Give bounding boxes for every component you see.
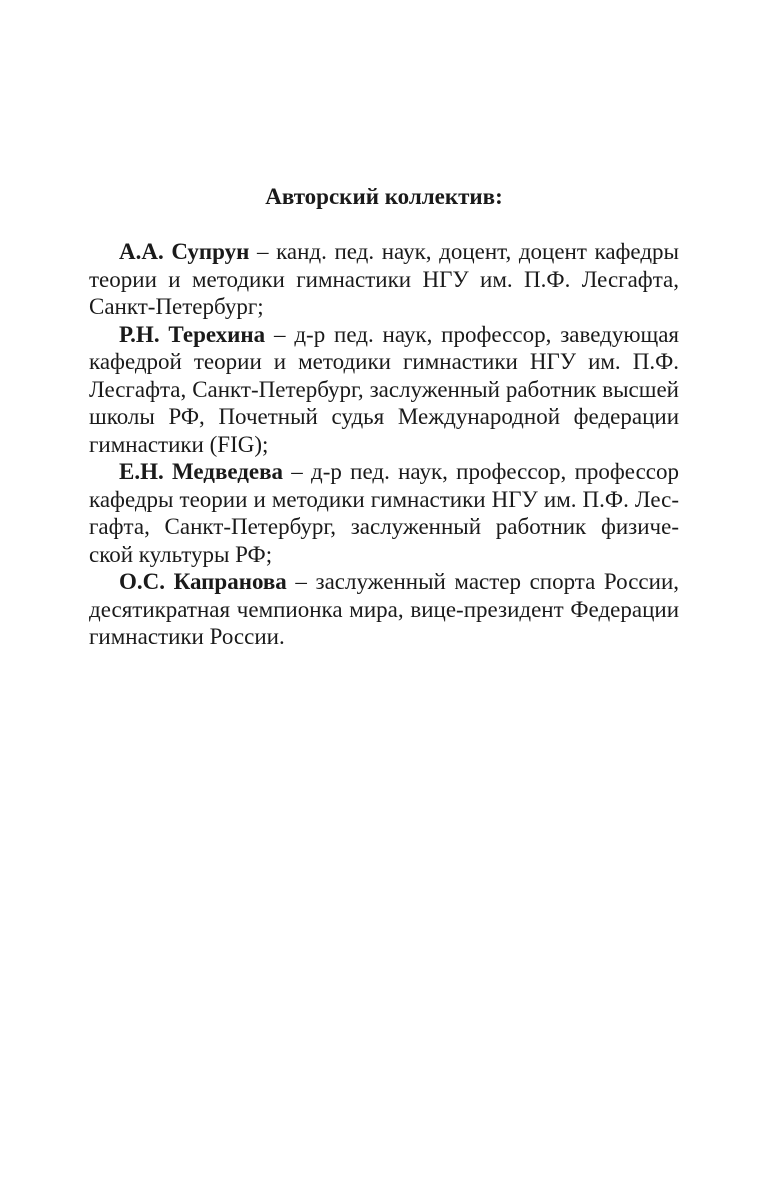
author-entry [89, 458, 679, 568]
author-entry [89, 568, 679, 651]
author-description: – заслуженный мастер спорта России, десятикратная чемпионка мира, вице-президент Федерации гимнастики России. [89, 569, 679, 649]
author-name: О.С. Капранова [119, 569, 287, 594]
author-description: – д-р пед. наук, профессор, профессор кафедры теории и методики гимнастики НГУ им. П.Ф. Лесгафта, Санкт-Петербург, заслуженный работник физической культуры РФ; [89, 459, 679, 567]
author-name: Е.Н. Медведева [119, 459, 284, 484]
authors-page [89, 183, 679, 651]
author-name: А.А. Супрун [119, 239, 250, 264]
author-name: Р.Н. Терехина [119, 321, 266, 347]
author-entry [89, 321, 679, 459]
author-description: – канд. пед. наук, доцент, доцент кафедры теории и методики гимнастики НГУ им. П.Ф. Лесгафта, Санкт-Петербург; [89, 239, 679, 319]
author-description: – д-р пед. наук, профессор, заведующая кафедрой теории и методики гимнастики НГУ им. П.Ф. Лесгафта, Санкт-Петербург, заслуженный работник высшей школы РФ, Почетный судья Международной федерации гимнастики (FIG); [89, 321, 679, 457]
page-title: Авторский коллектив: [265, 184, 503, 209]
author-entry [89, 238, 679, 321]
